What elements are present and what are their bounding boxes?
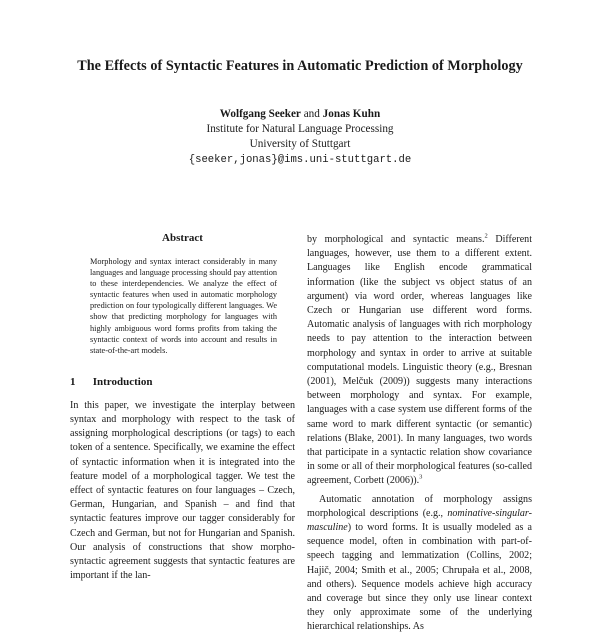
section-heading-introduction bbox=[70, 376, 295, 388]
author-email: {seeker,jonas}@ims.uni-stuttgart.de bbox=[188, 153, 412, 166]
author-1: Wolfgang Seeker bbox=[219, 108, 301, 120]
right-paragraph-1 bbox=[307, 233, 532, 489]
paper-title: The Effects of Syntactic Features in Automatic Prediction of Morphology bbox=[77, 58, 523, 74]
section-number: 1 bbox=[70, 375, 76, 388]
author-names bbox=[100, 107, 500, 122]
author-block bbox=[100, 107, 500, 168]
affiliation-university: University of Stuttgart bbox=[249, 138, 351, 151]
right-p2-b: ) to word forms. It is usually modeled as a sequence model, often in combination with part-of-speech tagging and lemmatization (Collins, 2002; Hajič, 2004; Smith et al., 2005; Chrupała et al., 2008, and others). Sequence models achieve high accuracy and coverage but since they only use linear context they only approximate some of the underlying hierarchical relationships. As bbox=[307, 522, 532, 633]
abstract-heading: Abstract bbox=[162, 232, 203, 244]
introduction-body bbox=[70, 399, 295, 584]
affiliation-institute: Institute for Natural Language Processing bbox=[206, 123, 394, 136]
author-conjunction: and bbox=[303, 108, 320, 120]
right-p2-italic-example: nominative-singular-masculine bbox=[307, 507, 532, 534]
right-column bbox=[307, 233, 532, 635]
introduction-paragraph: In this paper, we investigate the interplay between syntax and morphology with respect to the task of assigning morphological descriptions (or tags) to each token of a sentence. Specifically, we examine the effect of syntactic information when it is integrated into the feature model of a morphological tagger. We test the effect of syntactic features on four languages – Czech, German, Hungarian, and Spanish – and find that syntactic features improve our tagger considerably for Czech and German, but not for Hungarian and Spanish. Our analysis of constructions that show morpho-syntactic agreement suggests that syntactic features are important if the lan- bbox=[70, 399, 295, 582]
left-column bbox=[70, 232, 295, 583]
right-column-body bbox=[307, 233, 532, 635]
right-paragraph-2 bbox=[307, 493, 532, 635]
right-p2-a: Automatic annotation of morphology assigns morphological descriptions (e.g., bbox=[307, 493, 532, 519]
footnote-marker-2: 2 bbox=[484, 232, 488, 240]
abstract-text: Morphology and syntax interact considerably in many languages and language processing should pay attention to these interdependencies. We analyze the effect of syntactic features when used in automatic morphology prediction on four typologically different languages. We show that predicting morphology for languages with highly ambiguous word forms profits from taking the syntactic context of words into account and results in state-of-the-art models. bbox=[90, 257, 277, 355]
footnote-marker-3: 3 bbox=[419, 474, 423, 482]
section-title: Introduction bbox=[92, 375, 153, 388]
author-2: Jonas Kuhn bbox=[322, 108, 381, 120]
right-p1-end: Different languages, however, use them to a different extent. Languages like English encode grammatical information (like the subject vs object status of an argument) via word order, whereas languages like Czech or Hungarian use different word forms. Automatic analysis of languages with rich morphology needs to pay attention to the interaction between morphology and syntax in order to arrive at suitable computational models. Linguistic theory (e.g., Bresnan (2001), Melčuk (2009)) suggests many interactions between morphology and syntax. For example, languages with a case system use different forms of the same word to mark different syntactic (or semantic) relations (Blake, 2001). In many languages, two words that participate in a syntactic relation show covariance in some or all of their morphological features (so-called agreement, Corbett (2006)). bbox=[307, 234, 532, 487]
right-p1-start: by morphological and syntactic means. bbox=[307, 234, 485, 245]
